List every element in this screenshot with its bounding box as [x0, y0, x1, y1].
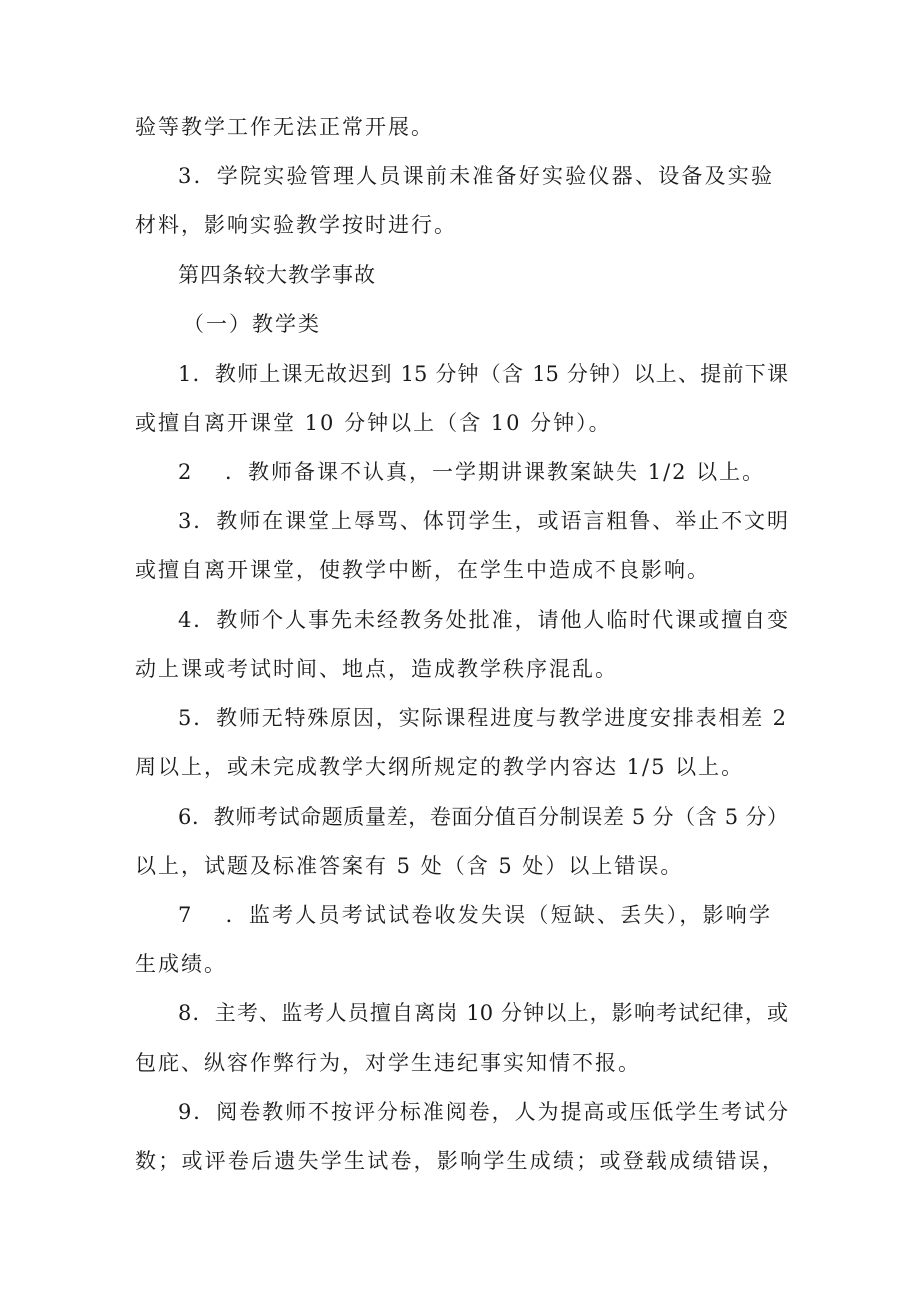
paragraph-line: 动上课或考试时间、地点，造成教学秩序混乱。: [135, 657, 618, 681]
item-6-line: 6．教师考试命题质量差，卷面分值百分制误差 5 分（含 5 分）: [178, 805, 788, 829]
item-3-lab-line: 3．学院实验管理人员课前未准备好实验仪器、设备及实验: [178, 164, 772, 188]
item-5-line: 5．教师无特殊原因，实际课程进度与教学进度安排表相差 2: [178, 706, 786, 730]
paragraph-line: 验等教学工作无法正常开展。: [135, 115, 434, 139]
item-4-line: 4．教师个人事先未经教务处批准，请他人临时代课或擅自变: [178, 608, 788, 632]
paragraph-line: 或擅自离开课堂，使教学中断，在学生中造成不良影响。: [135, 558, 710, 582]
paragraph-line: 周以上，或未完成教学大纲所规定的教学内容达 1/5 以上。: [135, 755, 745, 779]
item-2-line: 2 ．教师备课不认真，一学期讲课教案缺失 1/2 以上。: [178, 460, 766, 484]
paragraph-line: 生成绩。: [135, 952, 227, 976]
section-heading-article-4: 第四条较大教学事故: [178, 263, 376, 287]
item-7-line: 7 ．监考人员考试试卷收发失误（短缺、丢失），影响学: [178, 903, 770, 927]
item-8-line: 8．主考、监考人员擅自离岗 10 分钟以上，影响考试纪律，或: [178, 1001, 788, 1025]
subsection-heading-teaching: （一）教学类: [183, 312, 321, 336]
item-3-line: 3．教师在课堂上辱骂、体罚学生，或语言粗鲁、举止不文明: [178, 509, 788, 533]
item-9-line: 9．阅卷教师不按评分标准阅卷，人为提高或压低学生考试分: [178, 1100, 788, 1124]
paragraph-line: 材料，影响实验教学按时进行。: [135, 213, 457, 237]
paragraph-line: 以上，试题及标准答案有 5 处（含 5 处）以上错误。: [135, 854, 684, 878]
item-1-line: 1．教师上课无故迟到 15 分钟（含 15 分钟）以上、提前下课: [178, 362, 788, 386]
paragraph-line: 包庇、纵容作弊行为，对学生违纪事实知情不报。: [135, 1051, 641, 1075]
paragraph-line: 或擅自离开课堂 10 分钟以上（含 10 分钟）。: [135, 411, 612, 435]
paragraph-line: 数；或评卷后遗失学生试卷，影响学生成绩；或登载成绩错误，: [135, 1149, 783, 1173]
